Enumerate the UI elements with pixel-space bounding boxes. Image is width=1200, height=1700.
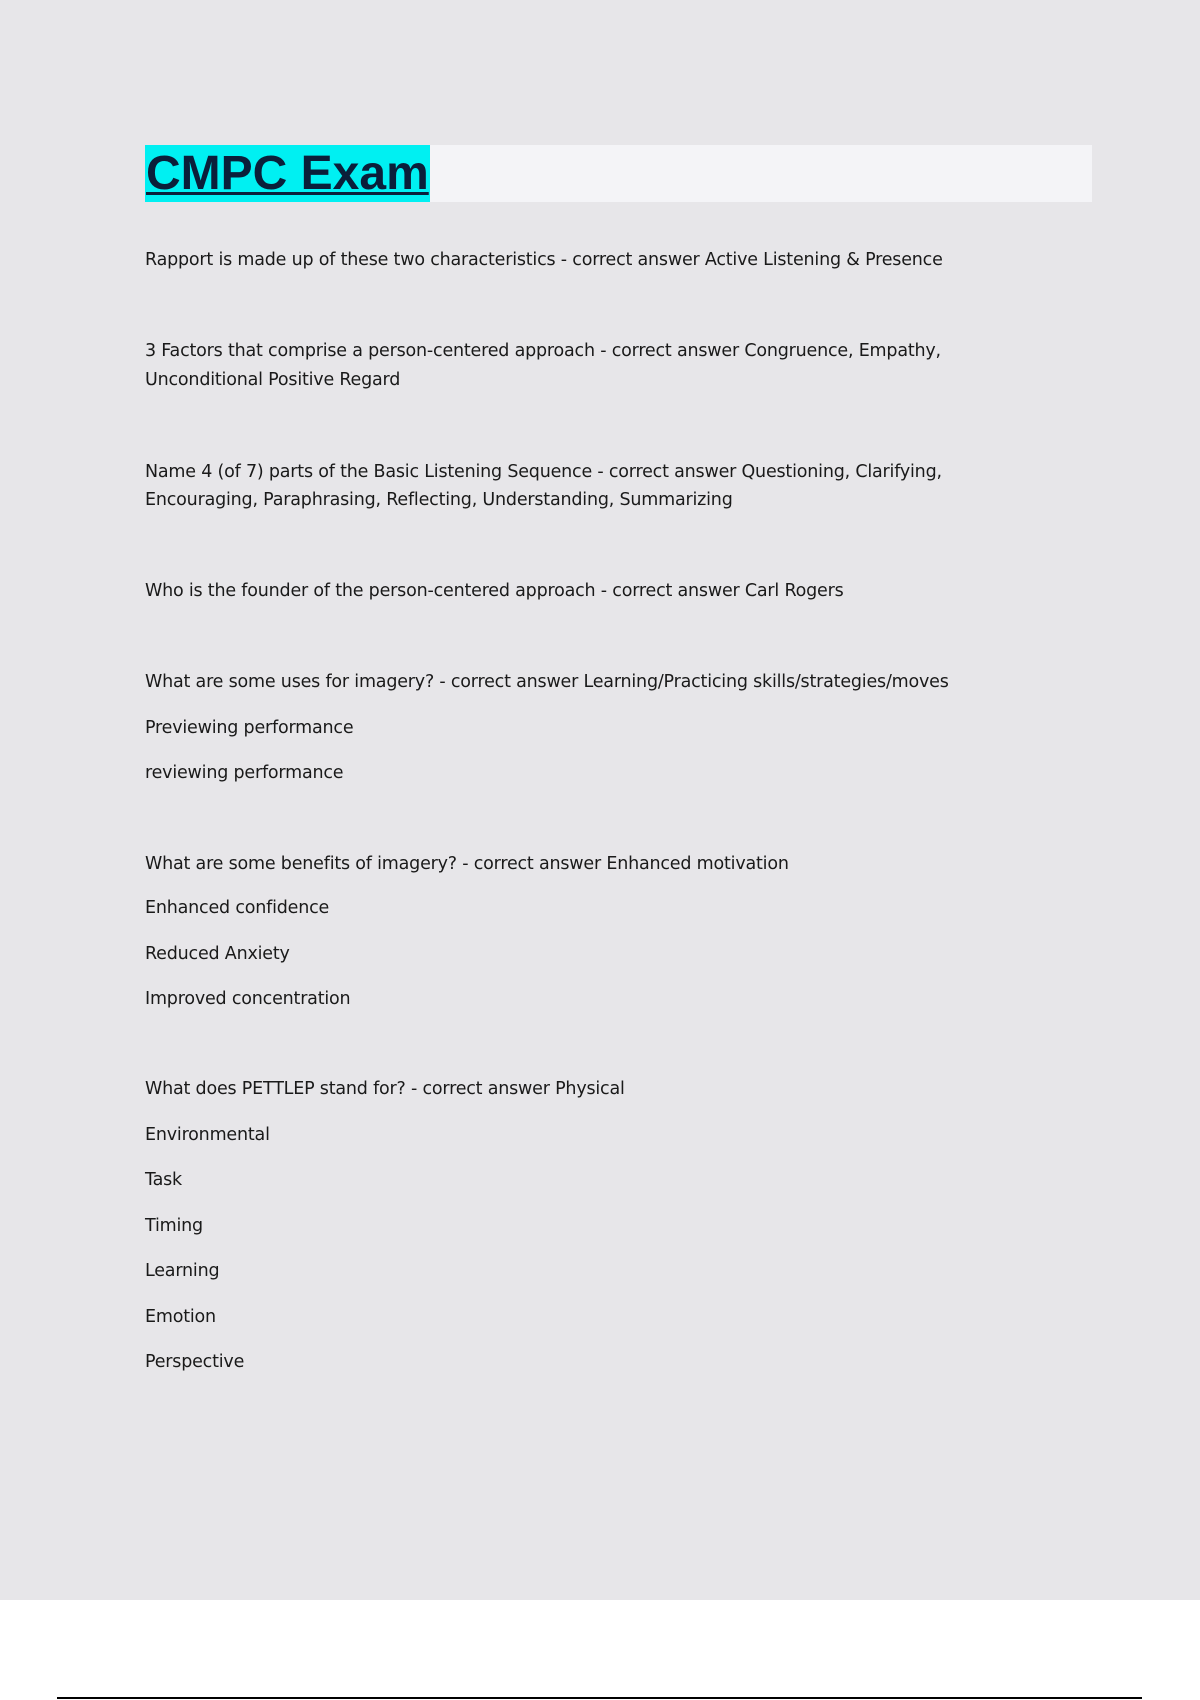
qa-line: Emotion (145, 1307, 216, 1327)
qa-line: What does PETTLEP stand for? - correct answer Physical (145, 1079, 625, 1099)
qa-line: Previewing performance (145, 718, 354, 738)
qa-line: Unconditional Positive Regard (145, 370, 401, 390)
qa-line: Encouraging, Paraphrasing, Reflecting, Understanding, Summarizing (145, 490, 733, 510)
qa-line: What are some benefits of imagery? - correct answer Enhanced motivation (145, 854, 789, 874)
qa-line: Learning (145, 1261, 220, 1281)
qa-line: 3 Factors that comprise a person-centered approach - correct answer Congruence, Empathy, (145, 341, 941, 361)
qa-line: Perspective (145, 1352, 245, 1372)
qa-line: Timing (145, 1216, 203, 1236)
qa-line: Improved concentration (145, 989, 351, 1009)
qa-line: Rapport is made up of these two characteristics - correct answer Active Listening & Presence (145, 250, 943, 270)
qa-line: What are some uses for imagery? - correct answer Learning/Practicing skills/strategies/moves (145, 672, 949, 692)
qa-line: Reduced Anxiety (145, 944, 290, 964)
qa-line: Name 4 (of 7) parts of the Basic Listening Sequence - correct answer Questioning, Clarifying, (145, 462, 942, 482)
qa-line: Who is the founder of the person-centered approach - correct answer Carl Rogers (145, 581, 844, 601)
footer-rule (57, 1697, 1142, 1699)
qa-line: Enhanced confidence (145, 898, 330, 918)
qa-line: Environmental (145, 1125, 270, 1145)
document-title: CMPC Exam (146, 147, 429, 200)
qa-line: Task (145, 1170, 182, 1190)
qa-line: reviewing performance (145, 763, 344, 783)
